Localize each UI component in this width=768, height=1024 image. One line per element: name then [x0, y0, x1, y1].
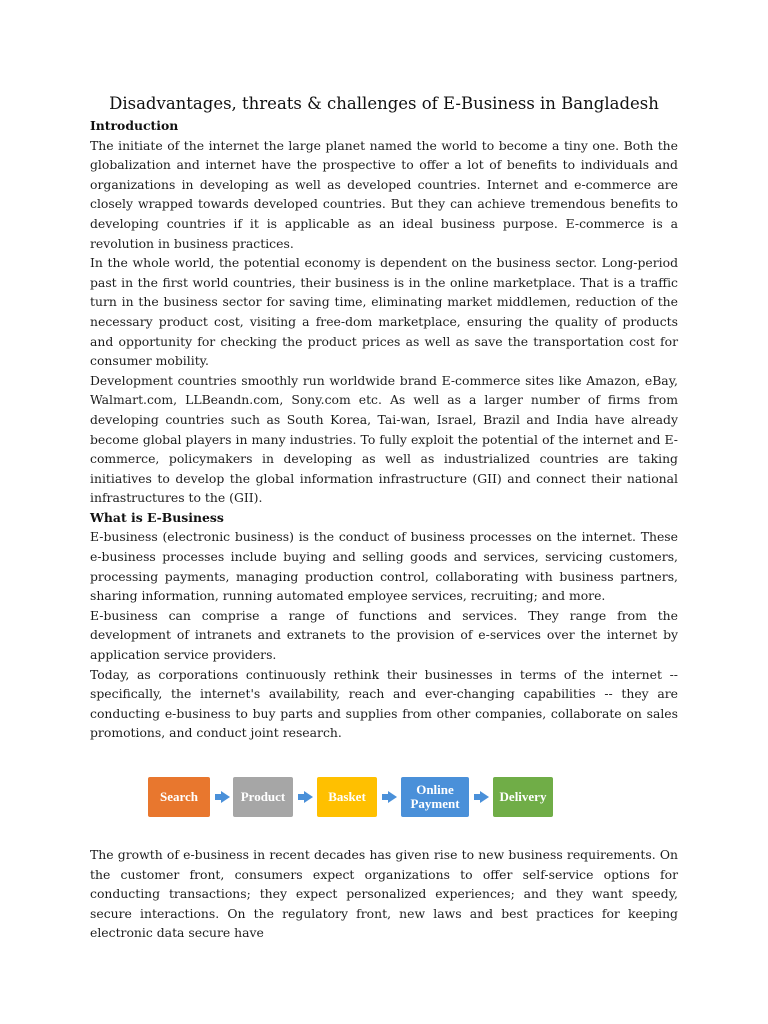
introduction-heading: Introduction	[90, 118, 179, 133]
flow-arrow-2	[304, 791, 313, 803]
flow-arrow-3	[388, 791, 397, 803]
flow-step-product: Product	[233, 777, 293, 817]
flow-arrow-1	[221, 791, 230, 803]
intro-paragraph-1: The initiate of the internet the large planet named the world to become a tiny one. Both the globalization and internet have the prospective to offer a lot of benefits to individuals and organizations in developing as well as developed countries. Internet and e-commerce are closely wrapped towards developed countries. But they can achieve tremendous benefits to developing countries if it is applicable as an ideal business purpose. E-commerce is a revolution in business practices.	[90, 137, 678, 251]
flow-step-delivery: Delivery	[493, 777, 553, 817]
what-paragraph-3: Today, as corporations continuously rethink their businesses in terms of the internet -- specifically, the internet's availability, reach and ever-changing capabilities -- they are conducting e-business to buy parts and supplies from other companies, collaborate on sales promotions, and conduct joint research.	[90, 666, 678, 741]
intro-paragraph-2: In the whole world, the potential economy is dependent on the business sector. Long-period past in the first world countries, their business is in the online marketplace. That is a traffic turn in the business sector for saving time, eliminating market middlemen, reduction of the necessary product cost, visiting a free-dom marketplace, ensuring the quality of products and opportunity for checking the product prices as well as save the transportation cost for consumer mobility.	[90, 255, 678, 369]
flow-arrow-4	[480, 791, 489, 803]
flow-step-online-payment: Online Payment	[401, 777, 469, 817]
what-is-ebusiness-heading: What is E-Business	[90, 509, 224, 525]
closing-paragraph: The growth of e-business in recent decades has given rise to new business requirements. On the customer front, consumers expect organizations to offer self-service options for conducting transactions; they expect personalized experiences; and they want speedy, secure interactions. On the regulatory front, new laws and best practices for keeping electronic data secure have	[90, 847, 678, 941]
flow-step-search: Search	[148, 777, 210, 817]
what-paragraph-1: E-business (electronic business) is the conduct of business processes on the internet. These e-business processes include buying and selling goods and services, servicing customers, processing payments, managing production control, collaborating with business partners, sharing information, running automated employee services, recruiting; and more.	[90, 529, 678, 604]
ecommerce-flow-diagram	[148, 777, 568, 817]
what-paragraph-2: E-business can comprise a range of functions and services. They range from the development of intranets and extranets to the provision of e-services over the internet by application service providers.	[90, 607, 678, 663]
closing-section	[90, 845, 678, 943]
flow-step-basket: Basket	[317, 777, 377, 817]
document-body	[90, 92, 678, 743]
intro-paragraph-3: Development countries smoothly run worldwide brand E-commerce sites like Amazon, eBay, Walmart.com, LLBeandn.com, Sony.com etc. As well as a larger number of firms from developing countries such as South Korea, Tai-wan, Israel, Brazil and India have already become global players in many industries. To fully exploit the potential of the internet and E-commerce, policymakers in developing as well as industrialized countries are taking initiatives to develop the global information infrastructure (GII) and connect their national infrastructures to the (GII).	[90, 372, 678, 506]
document-title: Disadvantages, threats & challenges of E-Business in Bangladesh	[109, 94, 659, 113]
